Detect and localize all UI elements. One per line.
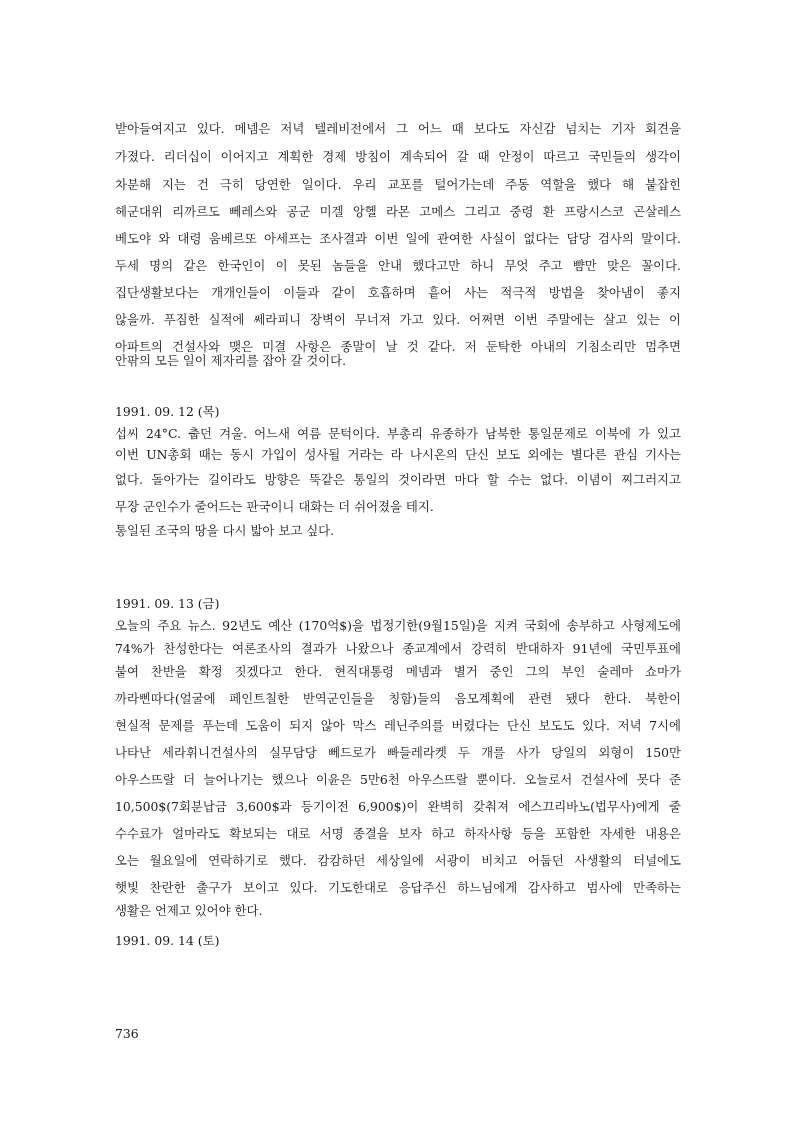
text-line: 않을까. 푸짐한 실적에 쎄라피니 장벽이 무너져 가고 있다. 어쩌면 이번 주말에는 살고 있는 이: [115, 312, 681, 327]
text-line: 아우스뜨랄 더 늘어나기는 했으나 이윤은 5만6천 아우스뜨랄 뿐이다. 오늘로서 건설사에 못다 준: [115, 772, 681, 787]
text-line: 베도야 와 대령 움베르또 아세프는 조사결과 이번 일에 관여한 사실이 없다는 담당 검사의 말이다.: [115, 231, 681, 246]
text-line: 차분해 지는 건 극히 당연한 일이다. 우리 교포를 털어가는데 주동 역할을 했다 해 붙잡힌: [115, 177, 681, 192]
text-line: 현실적 문제를 푸는데 도움이 되지 않아 막스 레닌주의를 버렸다는 단신 보도도 있다. 저녁 7시에: [115, 718, 681, 733]
text-line: 햇빛 찬란한 출구가 보이고 있다. 기도한대로 응답주신 하느님에게 감사하고 범사에 만족하는: [115, 880, 681, 895]
text-line: 10,500$(7회분납금 3,600$과 등기이전 6,900$)이 완벽히 갖춰져 에스끄리바노(법무사)에게 줄: [115, 799, 681, 814]
entry-date: 1991. 09. 13 (금): [115, 596, 220, 611]
text-line: 74%가 찬성한다는 여론조사의 결과가 나왔으나 종교계에서 강력히 반대하자 91년에 국민투표에: [115, 641, 681, 656]
text-line: 집단생활보다는 개개인들이 이들과 같이 호흡하며 흩어 사는 적극적 방법을 찾아냄이 좋지: [115, 285, 681, 300]
text-line: 나타난 세라휘니건설사의 실무담당 뻬드로가 빠들레라켓 두 개를 사가 당일의 외형이 150만: [115, 745, 681, 760]
entry-date: 1991. 09. 14 (토): [115, 933, 220, 948]
text-line: 무장 군인수가 줄어드는 판국이니 대화는 더 쉬어졌을 테지.: [115, 499, 434, 514]
text-line: 없다. 돌아가는 길이라도 방향은 뚝같은 통일의 것이라면 마다 할 수는 없다. 이념이 찌그러지고: [115, 472, 681, 487]
text-line: 헤군대위 리까르도 뻬레스와 공군 미겔 앙헬 라몬 고메스 그리고 중령 환 프랑시스코 곤살레스: [115, 204, 681, 219]
text-line: 수수료가 얼마라도 확보되는 대로 서명 종결을 보자 하고 하자사항 등을 포함한 자세한 내용은: [115, 826, 681, 841]
text-line: 이번 UN총회 때는 동시 가입이 성사될 거라는 라 나시온의 단신 보도 외에는 별다른 관심 기사는: [115, 447, 681, 462]
text-line: 통일된 조국의 땅을 다시 밟아 보고 싶다.: [115, 523, 335, 538]
page-number: 736: [115, 1026, 139, 1041]
text-line: 오늘의 주요 뉴스. 92년도 예산 (170억$)을 법정기한(9월15일)을 지켜 국회에 송부하고 사형제도에: [115, 618, 681, 633]
document-page: [115, 0, 681, 1123]
text-line: 두세 명의 같은 한국인이 이 못된 놈들을 안내 했다고만 하니 무엇 주고 뺨만 맞은 꼴이다.: [115, 258, 681, 273]
text-line: 붙여 찬반을 확정 짓겠다고 한다. 현직대통령 메넴과 별거 중인 그의 부인 술레마 쇼마가: [115, 664, 681, 679]
text-line: 생활은 언제고 있어야 한다.: [115, 903, 263, 918]
text-line: 오는 월요일에 연락하기로 했다. 캄캄하던 세상일에 서광이 비치고 어둡던 사생활의 터널에도: [115, 853, 681, 868]
text-line: 받아들여지고 있다. 메넴은 저녁 텔레비전에서 그 어느 때 보다도 자신감 넘치는 기자 회견을: [115, 121, 681, 136]
text-line: 안팎의 모든 일이 제자리를 잡아 갈 것이다.: [115, 353, 347, 368]
entry-date: 1991. 09. 12 (목): [115, 404, 220, 419]
text-line: 섭씨 24°C. 춥던 겨울. 어느새 여름 문턱이다. 부총리 유종하가 남북한 통일문제로 이북에 가 있고: [115, 426, 681, 441]
text-line: 가졌다. 리더십이 이어지고 계획한 경제 방침이 계속되어 갈 때 안정이 따르고 국민들의 생각이: [115, 149, 681, 164]
text-line: 까라삔따다(얼굴에 페인트칠한 반역군인들을 칭함)들의 음모계획에 관련 됐다 한다. 북한이: [115, 691, 681, 706]
text-line: 아파트의 건설사와 맺은 미결 사항은 종말이 날 것 같다. 저 둔탁한 아내의 기침소리만 멈추면: [115, 339, 681, 354]
